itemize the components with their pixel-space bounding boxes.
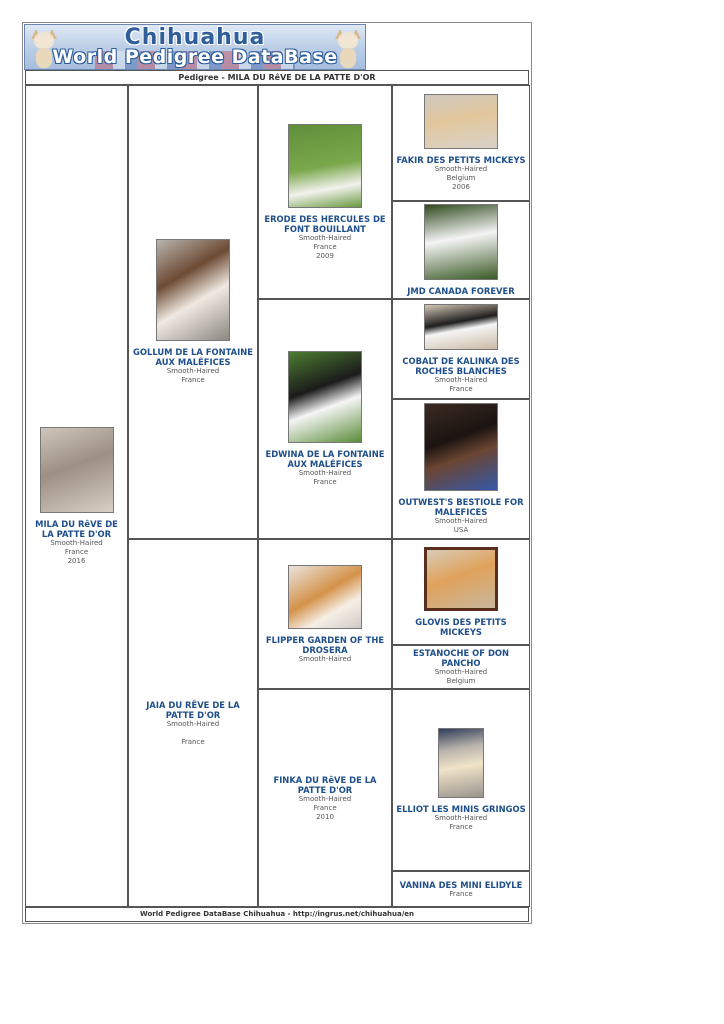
dog-coat: Smooth-Haired xyxy=(298,469,352,477)
granddam-dam-side-cell xyxy=(258,689,392,907)
banner-subtitle: World Pedigree DataBase xyxy=(52,46,338,68)
dog-coat: Smooth-Haired xyxy=(434,668,488,676)
dog-coat: Smooth-Haired xyxy=(166,719,220,728)
dog-name-link[interactable]: JAIA DU RÊVE DE LA PATTE D'OR xyxy=(146,699,240,720)
dog-coat: Smooth-Haired xyxy=(298,233,352,242)
great-grandparent-cell xyxy=(392,399,530,539)
footer-credit[interactable]: World Pedigree DataBase Chihuahua - http://ingrus.net/chihuahua/en xyxy=(25,907,529,922)
great-grandparent-cell xyxy=(392,645,530,689)
great-grandparent-cell xyxy=(392,871,530,907)
dog-photo[interactable] xyxy=(424,94,498,149)
dog-photo[interactable] xyxy=(40,427,114,513)
great-grandparent-cell xyxy=(392,299,530,399)
dog-coat: Smooth-Haired xyxy=(434,814,488,822)
dog-coat: Smooth-Haired xyxy=(434,517,488,525)
dog-year: 2010 xyxy=(316,812,334,821)
dog-photo[interactable] xyxy=(156,239,230,341)
dog-country: France xyxy=(313,242,337,251)
dam-cell xyxy=(128,539,258,907)
dog-photo[interactable] xyxy=(438,728,484,798)
dog-photo[interactable] xyxy=(288,351,362,443)
dog-year: 2009 xyxy=(316,251,334,260)
great-grandparent-cell xyxy=(392,85,530,201)
dog-country: France xyxy=(64,547,89,556)
granddam-sire-side-cell xyxy=(258,299,392,539)
dog-photo[interactable] xyxy=(424,204,498,280)
dog-coat: Smooth-Haired xyxy=(298,654,352,663)
dog-name-link[interactable]: COBALT DE KALINKA DES ROCHES BLANCHES xyxy=(402,356,520,376)
subject-dog-cell xyxy=(25,85,128,907)
dog-coat: Smooth-Haired xyxy=(298,794,352,803)
dog-name-link[interactable]: FAKIR DES PETITS MICKEYS xyxy=(396,155,526,165)
dog-country: France xyxy=(313,803,337,812)
dog-country: France xyxy=(449,889,473,898)
dog-name-link[interactable]: EDWINA DE LA FONTAINE AUX MALÉFICES xyxy=(265,449,385,469)
dog-photo[interactable] xyxy=(288,124,362,208)
dog-country: Belgium xyxy=(446,174,476,182)
dog-photo[interactable] xyxy=(424,547,498,611)
pedigree-frame xyxy=(22,22,532,924)
grandsire-dam-side-cell xyxy=(258,539,392,689)
sire-cell xyxy=(128,85,258,539)
dog-name-link[interactable]: VANINA DES MINI ELIDYLE xyxy=(399,879,523,890)
dog-coat: Smooth-Haired xyxy=(434,165,488,173)
dog-country: France xyxy=(181,737,205,746)
banner-title: Chihuahua xyxy=(124,25,266,50)
dog-country: France xyxy=(449,823,473,831)
dog-country: France xyxy=(181,376,205,384)
dog-name-link[interactable]: FLIPPER GARDEN OF THE DROSERA xyxy=(265,634,385,655)
dog-photo[interactable] xyxy=(288,565,362,629)
pedigree-header: Pedigree - MILA DU RêVE DE LA PATTE D'OR xyxy=(25,70,529,85)
dog-coat: Smooth-Haired xyxy=(50,538,103,547)
dog-name-link[interactable]: GLOVIS DES PETITS MICKEYS xyxy=(415,617,507,637)
great-grandparent-cell xyxy=(392,689,530,871)
dog-name-link[interactable]: ERODE DES HERCULES DE FONT BOUILLANT xyxy=(264,213,386,234)
dog-name-link[interactable]: OUTWEST'S BESTIOLE FOR MALEFICES xyxy=(398,497,524,517)
dog-name-link[interactable]: JMD CANADA FOREVER xyxy=(407,286,515,296)
dog-name-link[interactable]: ESTANOCHE OF DON PANCHO xyxy=(412,648,510,668)
dog-photo[interactable] xyxy=(424,403,498,491)
dog-country: Belgium xyxy=(446,677,476,685)
dog-coat: Smooth-Haired xyxy=(166,367,220,375)
dog-name-link[interactable]: MILA DU RêVE DE LA PATTE D'OR xyxy=(35,518,118,539)
dog-country: USA xyxy=(453,526,469,534)
dog-country: France xyxy=(313,478,337,486)
dog-photo[interactable] xyxy=(424,304,498,350)
dog-name-link[interactable]: ELLIOT LES MINIS GRINGOS xyxy=(396,804,526,814)
grandsire-sire-side-cell xyxy=(258,85,392,299)
dog-name-link[interactable]: GOLLUM DE LA FONTAINE AUX MALÉFICES xyxy=(133,347,253,367)
great-grandparent-cell xyxy=(392,201,530,299)
great-grandparent-cell xyxy=(392,539,530,645)
dog-country: France xyxy=(449,385,473,393)
dog-coat: Smooth-Haired xyxy=(434,376,488,384)
dog-year: 2006 xyxy=(452,183,470,191)
dog-name-link[interactable]: FINKA DU RêVE DE LA PATTE D'OR xyxy=(273,774,377,795)
dog-year: 2016 xyxy=(67,556,86,565)
site-banner-logo[interactable] xyxy=(24,24,366,70)
